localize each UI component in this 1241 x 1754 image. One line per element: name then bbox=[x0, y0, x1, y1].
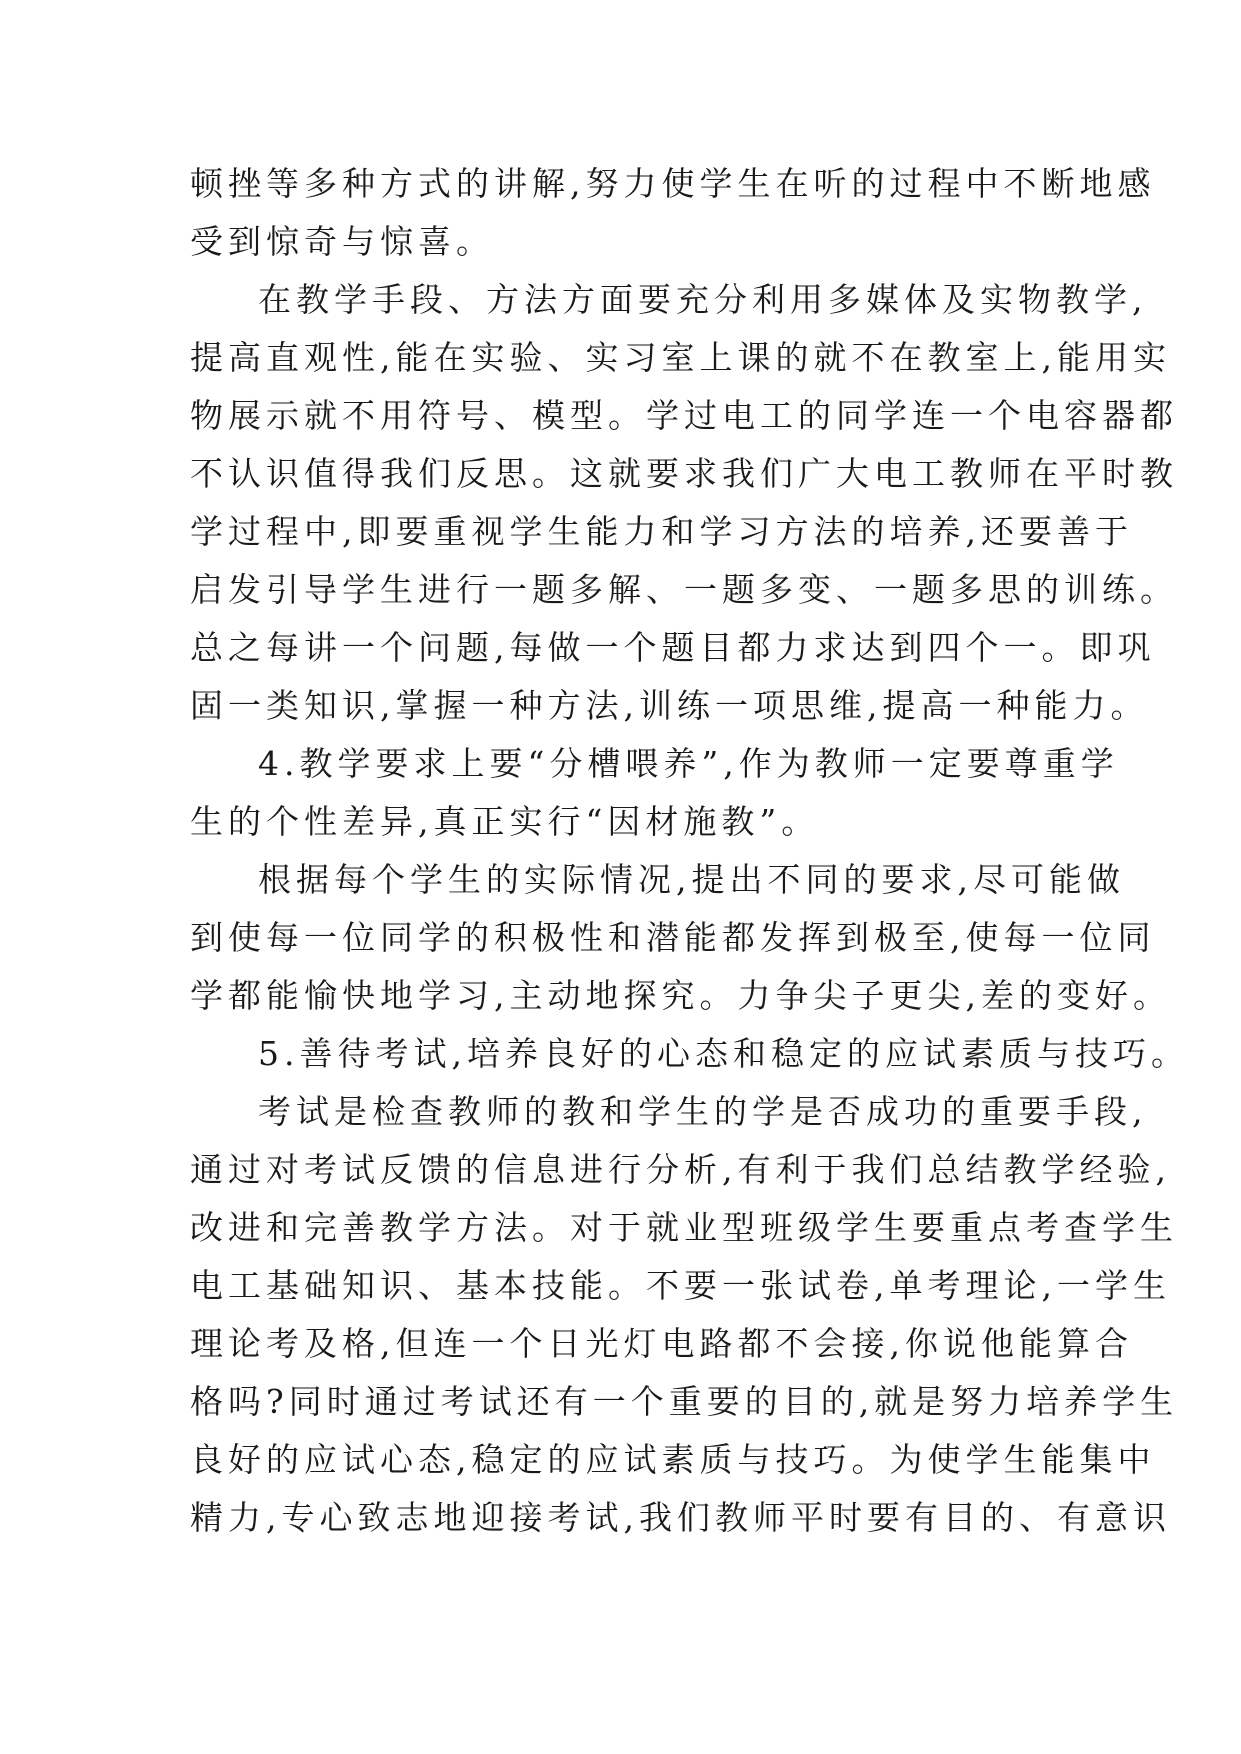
text-line: 物展示就不用符号、模型。学过电工的同学连一个电容器都 bbox=[190, 396, 1178, 435]
text-line: 学都能愉快地学习,主动地探究。力争尖子更尖,差的变好。 bbox=[190, 976, 1171, 1015]
text-line: 到使每一位同学的积极性和潜能都发挥到极至,使每一位同 bbox=[190, 918, 1156, 957]
document-body-text bbox=[190, 155, 1189, 1547]
text-line: 受到惊奇与惊喜。 bbox=[190, 222, 494, 261]
text-line: 精力,专心致志地迎接考试,我们教师平时要有目的、有意识 bbox=[190, 1498, 1171, 1537]
text-line: 电工基础知识、基本技能。不要一张试卷,单考理论,一学生 bbox=[190, 1266, 1171, 1305]
text-line: 生的个性差异,真正实行“因材施教”。 bbox=[190, 802, 820, 841]
paragraph-first-line: 4.教学要求上要“分槽喂养”,作为教师一定要尊重学 bbox=[258, 744, 1119, 783]
text-line: 顿挫等多种方式的讲解,努力使学生在听的过程中不断地感 bbox=[190, 164, 1156, 203]
paragraph-first-line: 根据每个学生的实际情况,提出不同的要求,尽可能做 bbox=[258, 860, 1125, 899]
text-line: 学过程中,即要重视学生能力和学习方法的培养,还要善于 bbox=[190, 512, 1133, 551]
paragraph-first-line: 5.善待考试,培养良好的心态和稳定的应试素质与技巧。 bbox=[258, 1034, 1189, 1073]
text-line: 固一类知识,掌握一种方法,训练一项思维,提高一种能力。 bbox=[190, 686, 1149, 725]
text-line: 改进和完善教学方法。对于就业型班级学生要重点考查学生 bbox=[190, 1208, 1178, 1247]
text-line: 总之每讲一个问题,每做一个题目都力求达到四个一。即巩 bbox=[190, 628, 1156, 667]
paragraph-first-line: 在教学手段、方法方面要充分利用多媒体及实物教学, bbox=[258, 280, 1148, 319]
text-line: 启发引导学生进行一题多解、一题多变、一题多思的训练。 bbox=[190, 570, 1178, 609]
paragraph-first-line: 考试是检查教师的教和学生的学是否成功的重要手段, bbox=[258, 1092, 1148, 1131]
text-line: 理论考及格,但连一个日光灯电路都不会接,你说他能算合 bbox=[190, 1324, 1133, 1363]
text-line: 通过对考试反馈的信息进行分析,有利于我们总结教学经验, bbox=[190, 1150, 1171, 1189]
text-line: 不认识值得我们反思。这就要求我们广大电工教师在平时教 bbox=[190, 454, 1178, 493]
text-line: 良好的应试心态,稳定的应试素质与技巧。为使学生能集中 bbox=[190, 1440, 1156, 1479]
text-line: 格吗?同时通过考试还有一个重要的目的,就是努力培养学生 bbox=[190, 1382, 1179, 1421]
text-line: 提高直观性,能在实验、实习室上课的就不在教室上,能用实 bbox=[190, 338, 1171, 377]
